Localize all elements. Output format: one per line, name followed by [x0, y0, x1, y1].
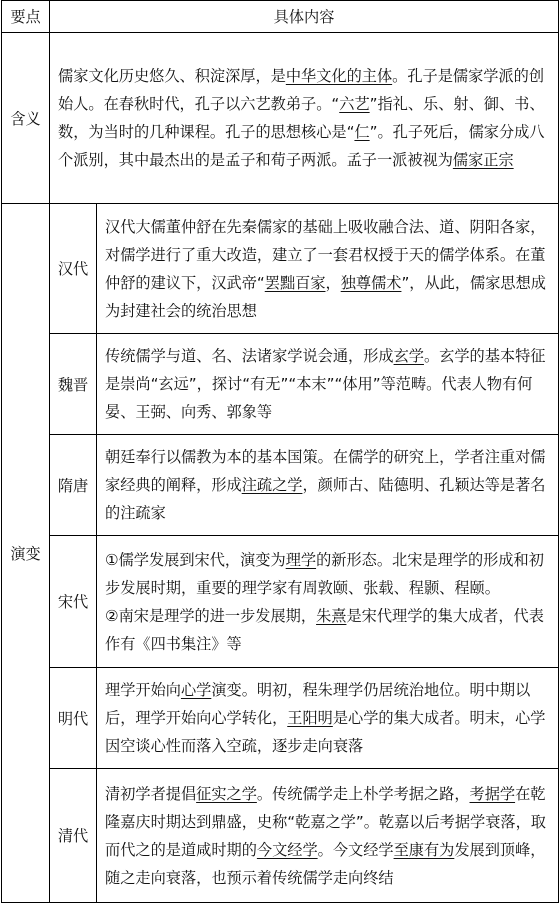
period-content — [97, 204, 559, 334]
text-segment: 。孔子是儒家学派的创始人。在春秋时代，孔子以六艺教弟子。“ — [58, 67, 544, 113]
period-content — [97, 334, 559, 435]
underlined-term: 王阳明 — [287, 709, 333, 727]
underlined-term: 儒家正宗 — [452, 151, 514, 169]
evolution-label: 演变 — [2, 204, 50, 903]
header-row — [2, 1, 559, 33]
underlined-term: 六艺 — [339, 95, 370, 113]
period-content — [97, 668, 559, 769]
underlined-term: 理学 — [285, 550, 317, 569]
text-segment: 朝廷奉行以儒教为本的基本国策。在儒学的研究上，学者注重对儒家经典的阐释，形成 — [105, 448, 546, 494]
text-segment: 的新形态。北宋是理学的形成和初步发展时期，重要的理学家有周敦颐、张载、程颢、程颐。 — [105, 550, 544, 597]
text-segment: 清初学者提倡 — [105, 784, 197, 803]
text-segment: ”。孔子死后，儒家分成八个派别，其中最杰出的是孟子和荀子两派。孟子一派被视为 — [58, 123, 545, 169]
text-segment: 汉代大儒董仲舒在先秦儒家的基础上吸收融合法、道、阴阳各家，对儒学进行了重大改造，建立了一套君权授于天的儒学体系。在董仲舒的建议下，汉武帝“ — [105, 217, 546, 292]
text-segment: ， — [325, 273, 341, 292]
text-segment: 是宋代理学的集大成者，代表作有《四书集注》等 — [105, 606, 544, 653]
underlined-term: 今文经学 — [256, 840, 318, 859]
evolution-row — [2, 334, 559, 435]
underlined-term: 注疏之学 — [241, 476, 303, 494]
period-label: 隋唐 — [50, 435, 97, 536]
content-table — [1, 0, 559, 903]
text-segment: ”指礼、乐、射、御、书、数，为当时的几种课程。孔子的思想核心是“ — [58, 95, 545, 141]
period-content — [97, 435, 559, 536]
underlined-term: 朱熹 — [316, 606, 347, 625]
period-label: 魏晋 — [50, 334, 97, 435]
text-segment: 。传统儒学走上朴学考据之路， — [256, 784, 470, 803]
text-segment: ②南宋是理学的进一步发展期， — [105, 606, 317, 625]
underlined-term: 中华文化的主体 — [285, 67, 393, 85]
underlined-term: 罢黜百家 — [264, 273, 326, 292]
period-label: 清代 — [50, 769, 97, 903]
period-label: 宋代 — [50, 536, 97, 668]
meaning-label: 含义 — [2, 33, 50, 204]
underlined-term: 独尊儒术 — [340, 273, 402, 292]
period-label: 汉代 — [50, 204, 97, 334]
header-content: 具体内容 — [50, 1, 559, 33]
evolution-row — [2, 668, 559, 769]
text-segment: 在乾隆嘉庆时期达到鼎盛，史称“乾嘉之学”。乾嘉以后考据学衰落，取而代之的是道咸时期的 — [105, 784, 546, 859]
evolution-row — [2, 435, 559, 536]
text-segment: 传统儒学与道、名、法诸家学说会通，形成 — [105, 347, 394, 365]
header-key-points: 要点 — [2, 1, 50, 33]
meaning-content — [50, 33, 559, 204]
text-segment: ，颜师古、陆德明、孔颖达等是著名的注疏家 — [105, 476, 546, 522]
period-content — [97, 769, 559, 903]
meaning-row — [2, 33, 559, 204]
underlined-term: 心学 — [180, 681, 212, 699]
text-segment: ①儒学发展到宋代，演变为 — [105, 550, 286, 569]
text-segment: 发展到顶峰，随之走向衰落，也预示着传统儒学走向终结 — [105, 840, 546, 887]
underlined-term: 征实之学 — [196, 784, 257, 803]
underlined-term: 玄学 — [393, 347, 424, 365]
text-segment: 演变。明初，程朱理学仍居统治地位。明中期以后，理学开始向心学转化， — [105, 681, 531, 727]
evolution-row — [2, 204, 559, 334]
underlined-term: 仁 — [354, 123, 370, 141]
text-segment: 儒家文化历史悠久、积淀深厚，是 — [58, 67, 286, 85]
underlined-term: 考据学 — [469, 784, 516, 803]
text-segment: 。玄学的基本特征是崇尚“玄远”，探讨“有无”“本末”“体用”等范畴。代表人物有何晏、王弼、向秀、郭象等 — [105, 347, 546, 421]
evolution-row — [2, 536, 559, 668]
period-label: 明代 — [50, 668, 97, 769]
text-segment: ”，从此，儒家思想成为封建社会的统治思想 — [105, 273, 546, 320]
text-segment: 。今文经学 — [317, 840, 394, 859]
text-segment: 理学开始向 — [105, 681, 181, 699]
text-segment: 是心学的集大成者。明末，心学因空谈心性而落入空疏，逐步走向衰落 — [105, 709, 546, 755]
underlined-term: 至康有为 — [393, 840, 455, 859]
evolution-row — [2, 769, 559, 903]
period-content — [97, 536, 559, 668]
